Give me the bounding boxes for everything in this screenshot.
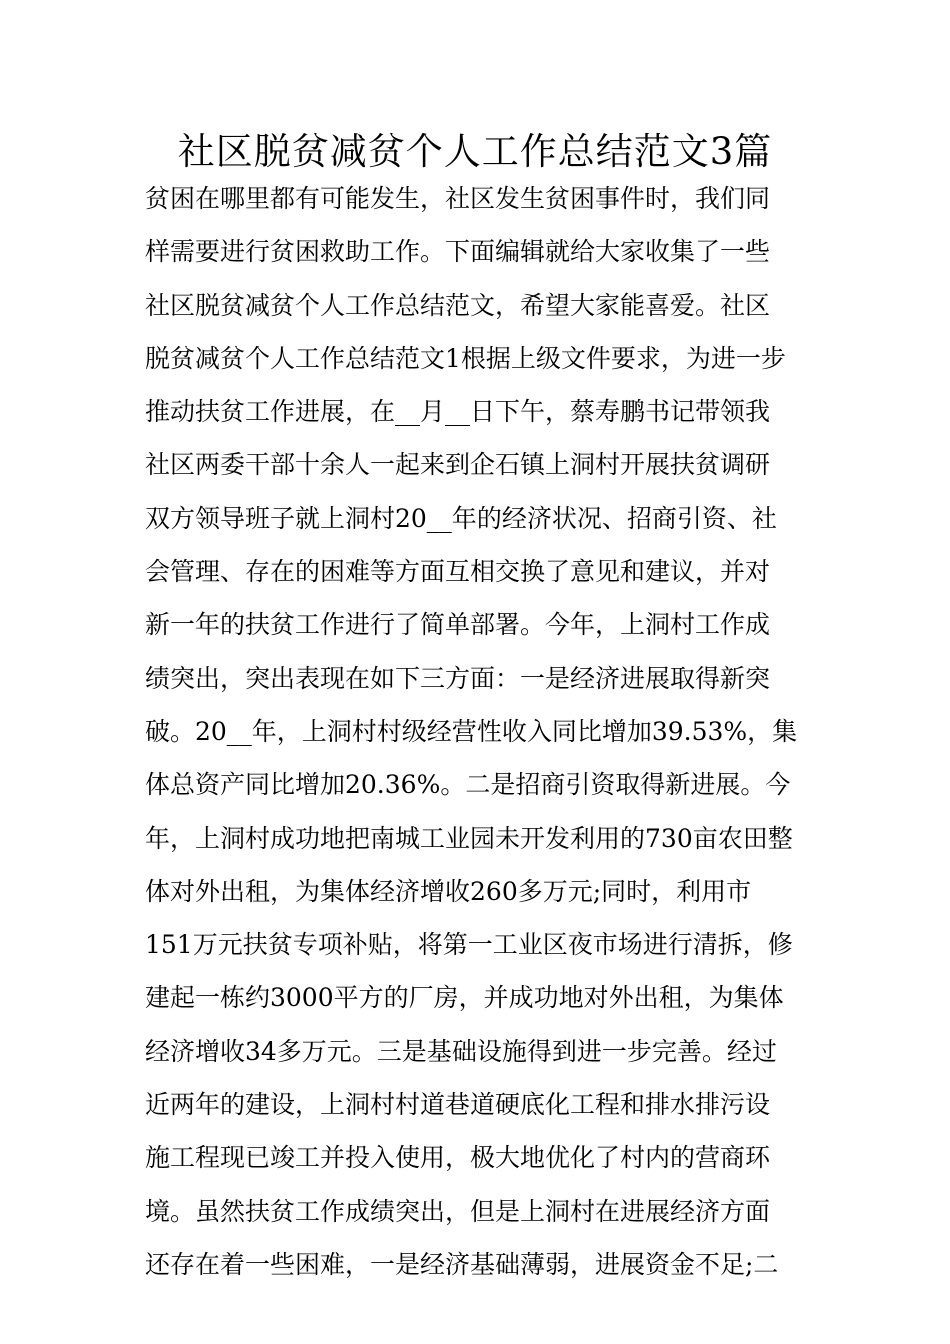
body-text-line: 建起一栋约3000平方的厂房，并成功地对外出租，为集体 bbox=[145, 983, 784, 1013]
body-text-line: 破。20__年，上洞村村级经营性收入同比增加39.53%，集 bbox=[145, 716, 798, 746]
body-text-line: 近两年的建设，上洞村村道巷道硬底化工程和排水排污设 bbox=[145, 1090, 771, 1120]
body-text-line: 双方领导班子就上洞村20__年的经济状况、招商引资、社 bbox=[145, 503, 777, 533]
body-text-line: 脱贫减贫个人工作总结范文1根据上级文件要求，为进一步 bbox=[145, 343, 786, 373]
body-text-line: 绩突出，突出表现在如下三方面：一是经济进展取得新突 bbox=[145, 663, 771, 693]
document-body bbox=[145, 172, 810, 1291]
body-text-line: 境。虽然扶贫工作成绩突出，但是上洞村在进展经济方面 bbox=[145, 1196, 771, 1226]
body-text-line: 社区脱贫减贫个人工作总结范文，希望大家能喜爱。社区 bbox=[145, 290, 771, 320]
body-text-line: 样需要进行贫困救助工作。下面编辑就给大家收集了一些 bbox=[145, 237, 771, 267]
body-text-line: 体总资产同比增加20.36%。二是招商引资取得新进展。今 bbox=[145, 770, 791, 800]
body-text-line: 新一年的扶贫工作进行了简单部署。今年，上洞村工作成 bbox=[145, 610, 771, 640]
body-text-line: 还存在着一些困难，一是经济基础薄弱，进展资金不足;二 bbox=[145, 1249, 779, 1279]
body-text-line: 推动扶贫工作进展，在__月__日下午，蔡寿鹏书记带领我 bbox=[145, 397, 771, 427]
body-text-line: 施工程现已竣工并投入使用，极大地优化了村内的营商环 bbox=[145, 1143, 771, 1173]
body-text-line: 会管理、存在的困难等方面互相交换了意见和建议，并对 bbox=[145, 557, 771, 587]
body-text-line: 年，上洞村成功地把南城工业园未开发利用的730亩农田整 bbox=[145, 823, 793, 853]
document-title: 社区脱贫减贫个人工作总结范文3篇 bbox=[177, 130, 773, 173]
body-text-line: 社区两委干部十余人一起来到企石镇上洞村开展扶贫调研 bbox=[145, 450, 771, 480]
body-text-line: 经济增收34多万元。三是基础设施得到进一步完善。经过 bbox=[145, 1036, 777, 1066]
body-text-line: 体对外出租，为集体经济增收260多万元;同时，利用市 bbox=[145, 876, 752, 906]
body-text-line: 151万元扶贫专项补贴，将第一工业区夜市场进行清拆，修 bbox=[145, 930, 793, 960]
body-text-line: 贫困在哪里都有可能发生，社区发生贫困事件时，我们同 bbox=[145, 184, 771, 213]
